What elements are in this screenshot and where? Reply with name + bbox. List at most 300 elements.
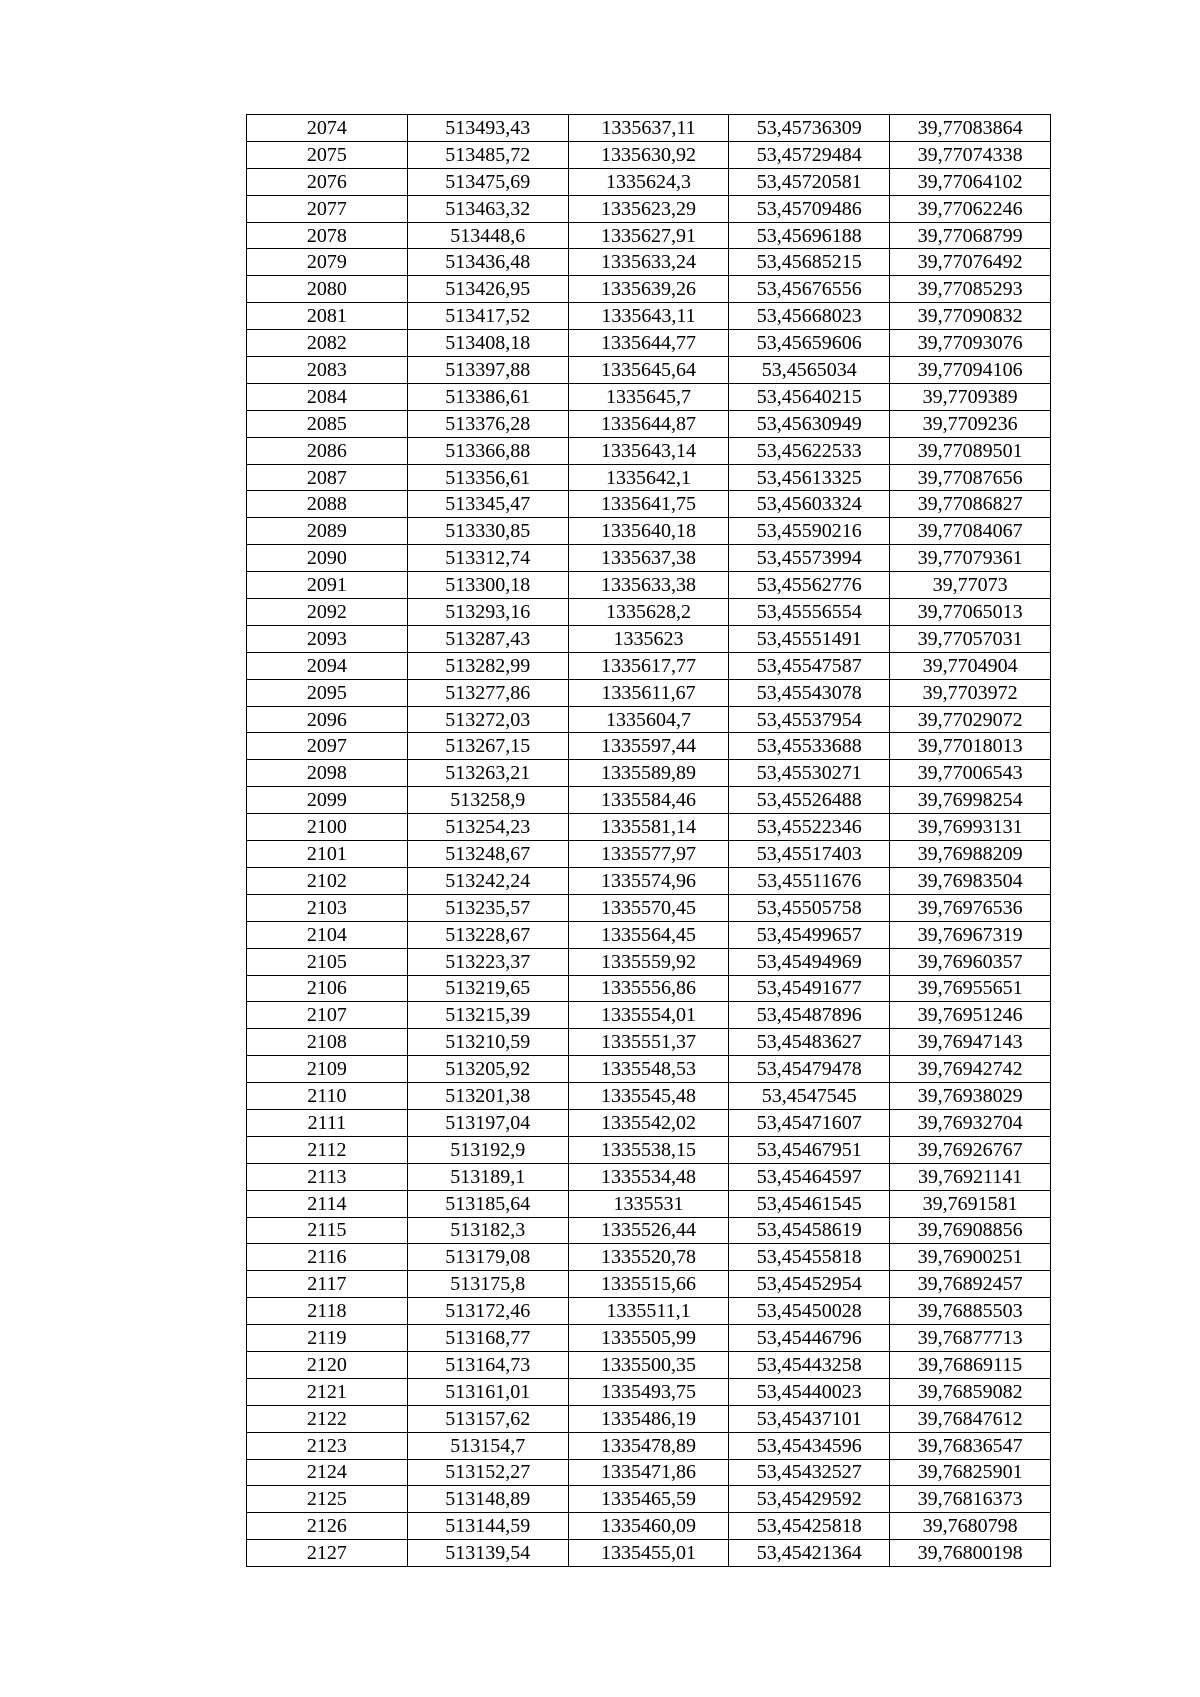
table-row	[247, 1109, 1051, 1136]
x-coordinate-cell: 513312,74	[407, 545, 568, 572]
table-row	[247, 464, 1051, 491]
x-coordinate-cell: 513182,3	[407, 1217, 568, 1244]
point-number-cell: 2112	[247, 1136, 408, 1163]
x-coordinate-cell: 513282,99	[407, 652, 568, 679]
x-coordinate-cell: 513235,57	[407, 894, 568, 921]
point-number-cell: 2120	[247, 1351, 408, 1378]
table-row	[247, 1298, 1051, 1325]
latitude-cell: 53,45659606	[729, 330, 890, 357]
latitude-cell: 53,45720581	[729, 168, 890, 195]
longitude-cell: 39,77062246	[890, 195, 1051, 222]
latitude-cell: 53,45491677	[729, 975, 890, 1002]
latitude-cell: 53,45458619	[729, 1217, 890, 1244]
table-row	[247, 1217, 1051, 1244]
point-number-cell: 2083	[247, 357, 408, 384]
latitude-cell: 53,45696188	[729, 222, 890, 249]
point-number-cell: 2100	[247, 814, 408, 841]
latitude-cell: 53,45446796	[729, 1325, 890, 1352]
latitude-cell: 53,45556554	[729, 599, 890, 626]
latitude-cell: 53,45483627	[729, 1029, 890, 1056]
table-row	[247, 1325, 1051, 1352]
latitude-cell: 53,45443258	[729, 1351, 890, 1378]
table-row	[247, 249, 1051, 276]
x-coordinate-cell: 513397,88	[407, 357, 568, 384]
latitude-cell: 53,45467951	[729, 1136, 890, 1163]
latitude-cell: 53,45630949	[729, 410, 890, 437]
latitude-cell: 53,45517403	[729, 841, 890, 868]
x-coordinate-cell: 513152,27	[407, 1459, 568, 1486]
y-coordinate-cell: 1335597,44	[568, 733, 729, 760]
latitude-cell: 53,45452954	[729, 1271, 890, 1298]
longitude-cell: 39,76967319	[890, 921, 1051, 948]
longitude-cell: 39,77029072	[890, 706, 1051, 733]
x-coordinate-cell: 513189,1	[407, 1163, 568, 1190]
x-coordinate-cell: 513228,67	[407, 921, 568, 948]
latitude-cell: 53,45429592	[729, 1486, 890, 1513]
longitude-cell: 39,76836547	[890, 1432, 1051, 1459]
x-coordinate-cell: 513210,59	[407, 1029, 568, 1056]
point-number-cell: 2089	[247, 518, 408, 545]
latitude-cell: 53,45461545	[729, 1190, 890, 1217]
table-row	[247, 491, 1051, 518]
longitude-cell: 39,77087656	[890, 464, 1051, 491]
x-coordinate-cell: 513436,48	[407, 249, 568, 276]
point-number-cell: 2098	[247, 760, 408, 787]
y-coordinate-cell: 1335455,01	[568, 1540, 729, 1567]
y-coordinate-cell: 1335526,44	[568, 1217, 729, 1244]
latitude-cell: 53,45505758	[729, 894, 890, 921]
x-coordinate-cell: 513139,54	[407, 1540, 568, 1567]
table-row	[247, 948, 1051, 975]
latitude-cell: 53,45437101	[729, 1405, 890, 1432]
x-coordinate-cell: 513242,24	[407, 867, 568, 894]
x-coordinate-cell: 513448,6	[407, 222, 568, 249]
coordinates-table-body	[247, 115, 1051, 1567]
latitude-cell: 53,45622533	[729, 437, 890, 464]
x-coordinate-cell: 513168,77	[407, 1325, 568, 1352]
x-coordinate-cell: 513148,89	[407, 1486, 568, 1513]
longitude-cell: 39,76938029	[890, 1083, 1051, 1110]
latitude-cell: 53,45432527	[729, 1459, 890, 1486]
y-coordinate-cell: 1335478,89	[568, 1432, 729, 1459]
y-coordinate-cell: 1335545,48	[568, 1083, 729, 1110]
y-coordinate-cell: 1335643,14	[568, 437, 729, 464]
table-row	[247, 1378, 1051, 1405]
x-coordinate-cell: 513219,65	[407, 975, 568, 1002]
table-row	[247, 303, 1051, 330]
point-number-cell: 2079	[247, 249, 408, 276]
longitude-cell: 39,77089501	[890, 437, 1051, 464]
y-coordinate-cell: 1335617,77	[568, 652, 729, 679]
longitude-cell: 39,76825901	[890, 1459, 1051, 1486]
longitude-cell: 39,77086827	[890, 491, 1051, 518]
latitude-cell: 53,45603324	[729, 491, 890, 518]
y-coordinate-cell: 1335584,46	[568, 787, 729, 814]
x-coordinate-cell: 513463,32	[407, 195, 568, 222]
longitude-cell: 39,76960357	[890, 948, 1051, 975]
latitude-cell: 53,45499657	[729, 921, 890, 948]
longitude-cell: 39,76900251	[890, 1244, 1051, 1271]
point-number-cell: 2121	[247, 1378, 408, 1405]
coordinates-table	[246, 114, 1051, 1567]
latitude-cell: 53,45464597	[729, 1163, 890, 1190]
y-coordinate-cell: 1335554,01	[568, 1002, 729, 1029]
point-number-cell: 2126	[247, 1513, 408, 1540]
y-coordinate-cell: 1335642,1	[568, 464, 729, 491]
table-row	[247, 383, 1051, 410]
y-coordinate-cell: 1335493,75	[568, 1378, 729, 1405]
latitude-cell: 53,45526488	[729, 787, 890, 814]
x-coordinate-cell: 513293,16	[407, 599, 568, 626]
table-row	[247, 1513, 1051, 1540]
longitude-cell: 39,76998254	[890, 787, 1051, 814]
y-coordinate-cell: 1335644,87	[568, 410, 729, 437]
table-row	[247, 168, 1051, 195]
point-number-cell: 2075	[247, 141, 408, 168]
y-coordinate-cell: 1335623	[568, 625, 729, 652]
point-number-cell: 2094	[247, 652, 408, 679]
table-row	[247, 1056, 1051, 1083]
latitude-cell: 53,45421364	[729, 1540, 890, 1567]
longitude-cell: 39,77065013	[890, 599, 1051, 626]
point-number-cell: 2074	[247, 115, 408, 142]
x-coordinate-cell: 513164,73	[407, 1351, 568, 1378]
latitude-cell: 53,45573994	[729, 545, 890, 572]
y-coordinate-cell: 1335628,2	[568, 599, 729, 626]
longitude-cell: 39,7709389	[890, 383, 1051, 410]
x-coordinate-cell: 513258,9	[407, 787, 568, 814]
longitude-cell: 39,76877713	[890, 1325, 1051, 1352]
x-coordinate-cell: 513386,61	[407, 383, 568, 410]
x-coordinate-cell: 513197,04	[407, 1109, 568, 1136]
latitude-cell: 53,45511676	[729, 867, 890, 894]
x-coordinate-cell: 513175,8	[407, 1271, 568, 1298]
point-number-cell: 2082	[247, 330, 408, 357]
y-coordinate-cell: 1335645,7	[568, 383, 729, 410]
y-coordinate-cell: 1335551,37	[568, 1029, 729, 1056]
table-row	[247, 814, 1051, 841]
longitude-cell: 39,76908856	[890, 1217, 1051, 1244]
longitude-cell: 39,7709236	[890, 410, 1051, 437]
table-row	[247, 706, 1051, 733]
longitude-cell: 39,76926767	[890, 1136, 1051, 1163]
latitude-cell: 53,45425818	[729, 1513, 890, 1540]
y-coordinate-cell: 1335637,11	[568, 115, 729, 142]
point-number-cell: 2091	[247, 572, 408, 599]
x-coordinate-cell: 513248,67	[407, 841, 568, 868]
latitude-cell: 53,45450028	[729, 1298, 890, 1325]
longitude-cell: 39,76976536	[890, 894, 1051, 921]
table-row	[247, 545, 1051, 572]
latitude-cell: 53,45736309	[729, 115, 890, 142]
x-coordinate-cell: 513172,46	[407, 1298, 568, 1325]
latitude-cell: 53,45455818	[729, 1244, 890, 1271]
y-coordinate-cell: 1335460,09	[568, 1513, 729, 1540]
point-number-cell: 2097	[247, 733, 408, 760]
x-coordinate-cell: 513417,52	[407, 303, 568, 330]
table-row	[247, 141, 1051, 168]
latitude-cell: 53,45543078	[729, 679, 890, 706]
latitude-cell: 53,45479478	[729, 1056, 890, 1083]
y-coordinate-cell: 1335570,45	[568, 894, 729, 921]
y-coordinate-cell: 1335556,86	[568, 975, 729, 1002]
x-coordinate-cell: 513330,85	[407, 518, 568, 545]
table-row	[247, 599, 1051, 626]
latitude-cell: 53,45551491	[729, 625, 890, 652]
table-row	[247, 437, 1051, 464]
point-number-cell: 2076	[247, 168, 408, 195]
point-number-cell: 2115	[247, 1217, 408, 1244]
longitude-cell: 39,77084067	[890, 518, 1051, 545]
table-row	[247, 1432, 1051, 1459]
point-number-cell: 2102	[247, 867, 408, 894]
x-coordinate-cell: 513475,69	[407, 168, 568, 195]
longitude-cell: 39,77083864	[890, 115, 1051, 142]
x-coordinate-cell: 513205,92	[407, 1056, 568, 1083]
latitude-cell: 53,45547587	[729, 652, 890, 679]
x-coordinate-cell: 513287,43	[407, 625, 568, 652]
y-coordinate-cell: 1335531	[568, 1190, 729, 1217]
point-number-cell: 2080	[247, 276, 408, 303]
latitude-cell: 53,45590216	[729, 518, 890, 545]
point-number-cell: 2095	[247, 679, 408, 706]
x-coordinate-cell: 513356,61	[407, 464, 568, 491]
point-number-cell: 2084	[247, 383, 408, 410]
longitude-cell: 39,77064102	[890, 168, 1051, 195]
table-row	[247, 1136, 1051, 1163]
table-row	[247, 1486, 1051, 1513]
longitude-cell: 39,76951246	[890, 1002, 1051, 1029]
table-row	[247, 1163, 1051, 1190]
table-row	[247, 410, 1051, 437]
x-coordinate-cell: 513157,62	[407, 1405, 568, 1432]
y-coordinate-cell: 1335486,19	[568, 1405, 729, 1432]
y-coordinate-cell: 1335505,99	[568, 1325, 729, 1352]
longitude-cell: 39,76859082	[890, 1378, 1051, 1405]
point-number-cell: 2107	[247, 1002, 408, 1029]
longitude-cell: 39,7680798	[890, 1513, 1051, 1540]
point-number-cell: 2096	[247, 706, 408, 733]
y-coordinate-cell: 1335471,86	[568, 1459, 729, 1486]
table-row	[247, 572, 1051, 599]
latitude-cell: 53,45487896	[729, 1002, 890, 1029]
y-coordinate-cell: 1335465,59	[568, 1486, 729, 1513]
x-coordinate-cell: 513345,47	[407, 491, 568, 518]
table-row	[247, 276, 1051, 303]
y-coordinate-cell: 1335534,48	[568, 1163, 729, 1190]
point-number-cell: 2122	[247, 1405, 408, 1432]
point-number-cell: 2078	[247, 222, 408, 249]
point-number-cell: 2110	[247, 1083, 408, 1110]
point-number-cell: 2116	[247, 1244, 408, 1271]
longitude-cell: 39,77074338	[890, 141, 1051, 168]
latitude-cell: 53,45440023	[729, 1378, 890, 1405]
longitude-cell: 39,77094106	[890, 357, 1051, 384]
longitude-cell: 39,77090832	[890, 303, 1051, 330]
latitude-cell: 53,4547545	[729, 1083, 890, 1110]
x-coordinate-cell: 513426,95	[407, 276, 568, 303]
x-coordinate-cell: 513267,15	[407, 733, 568, 760]
point-number-cell: 2106	[247, 975, 408, 1002]
longitude-cell: 39,7704904	[890, 652, 1051, 679]
point-number-cell: 2123	[247, 1432, 408, 1459]
longitude-cell: 39,77006543	[890, 760, 1051, 787]
point-number-cell: 2105	[247, 948, 408, 975]
point-number-cell: 2081	[247, 303, 408, 330]
latitude-cell: 53,45533688	[729, 733, 890, 760]
point-number-cell: 2124	[247, 1459, 408, 1486]
point-number-cell: 2104	[247, 921, 408, 948]
longitude-cell: 39,77057031	[890, 625, 1051, 652]
longitude-cell: 39,76816373	[890, 1486, 1051, 1513]
table-row	[247, 195, 1051, 222]
latitude-cell: 53,45471607	[729, 1109, 890, 1136]
point-number-cell: 2127	[247, 1540, 408, 1567]
latitude-cell: 53,45676556	[729, 276, 890, 303]
table-row	[247, 1002, 1051, 1029]
x-coordinate-cell: 513154,7	[407, 1432, 568, 1459]
y-coordinate-cell: 1335581,14	[568, 814, 729, 841]
longitude-cell: 39,76869115	[890, 1351, 1051, 1378]
y-coordinate-cell: 1335542,02	[568, 1109, 729, 1136]
longitude-cell: 39,76800198	[890, 1540, 1051, 1567]
table-row	[247, 1271, 1051, 1298]
table-row	[247, 330, 1051, 357]
table-row	[247, 652, 1051, 679]
y-coordinate-cell: 1335611,67	[568, 679, 729, 706]
y-coordinate-cell: 1335633,24	[568, 249, 729, 276]
x-coordinate-cell: 513366,88	[407, 437, 568, 464]
y-coordinate-cell: 1335515,66	[568, 1271, 729, 1298]
table-row	[247, 1029, 1051, 1056]
point-number-cell: 2125	[247, 1486, 408, 1513]
table-row	[247, 921, 1051, 948]
table-row	[247, 679, 1051, 706]
y-coordinate-cell: 1335500,35	[568, 1351, 729, 1378]
x-coordinate-cell: 513215,39	[407, 1002, 568, 1029]
table-row	[247, 760, 1051, 787]
point-number-cell: 2093	[247, 625, 408, 652]
y-coordinate-cell: 1335520,78	[568, 1244, 729, 1271]
y-coordinate-cell: 1335589,89	[568, 760, 729, 787]
y-coordinate-cell: 1335577,97	[568, 841, 729, 868]
longitude-cell: 39,77093076	[890, 330, 1051, 357]
latitude-cell: 53,45434596	[729, 1432, 890, 1459]
point-number-cell: 2088	[247, 491, 408, 518]
longitude-cell: 39,77076492	[890, 249, 1051, 276]
longitude-cell: 39,76892457	[890, 1271, 1051, 1298]
y-coordinate-cell: 1335633,38	[568, 572, 729, 599]
table-row	[247, 1083, 1051, 1110]
y-coordinate-cell: 1335639,26	[568, 276, 729, 303]
latitude-cell: 53,45562776	[729, 572, 890, 599]
longitude-cell: 39,77068799	[890, 222, 1051, 249]
table-row	[247, 1540, 1051, 1567]
x-coordinate-cell: 513272,03	[407, 706, 568, 733]
x-coordinate-cell: 513192,9	[407, 1136, 568, 1163]
longitude-cell: 39,77018013	[890, 733, 1051, 760]
y-coordinate-cell: 1335538,15	[568, 1136, 729, 1163]
x-coordinate-cell: 513144,59	[407, 1513, 568, 1540]
table-row	[247, 894, 1051, 921]
x-coordinate-cell: 513201,38	[407, 1083, 568, 1110]
y-coordinate-cell: 1335630,92	[568, 141, 729, 168]
x-coordinate-cell: 513300,18	[407, 572, 568, 599]
point-number-cell: 2114	[247, 1190, 408, 1217]
point-number-cell: 2086	[247, 437, 408, 464]
point-number-cell: 2085	[247, 410, 408, 437]
latitude-cell: 53,4565034	[729, 357, 890, 384]
x-coordinate-cell: 513185,64	[407, 1190, 568, 1217]
point-number-cell: 2117	[247, 1271, 408, 1298]
latitude-cell: 53,45537954	[729, 706, 890, 733]
x-coordinate-cell: 513493,43	[407, 115, 568, 142]
longitude-cell: 39,76988209	[890, 841, 1051, 868]
table-row	[247, 1459, 1051, 1486]
table-row	[247, 841, 1051, 868]
x-coordinate-cell: 513179,08	[407, 1244, 568, 1271]
y-coordinate-cell: 1335641,75	[568, 491, 729, 518]
x-coordinate-cell: 513263,21	[407, 760, 568, 787]
longitude-cell: 39,76947143	[890, 1029, 1051, 1056]
y-coordinate-cell: 1335627,91	[568, 222, 729, 249]
longitude-cell: 39,77079361	[890, 545, 1051, 572]
y-coordinate-cell: 1335559,92	[568, 948, 729, 975]
x-coordinate-cell: 513408,18	[407, 330, 568, 357]
point-number-cell: 2108	[247, 1029, 408, 1056]
y-coordinate-cell: 1335644,77	[568, 330, 729, 357]
longitude-cell: 39,76955651	[890, 975, 1051, 1002]
x-coordinate-cell: 513161,01	[407, 1378, 568, 1405]
point-number-cell: 2087	[247, 464, 408, 491]
table-row	[247, 222, 1051, 249]
table-row	[247, 733, 1051, 760]
x-coordinate-cell: 513254,23	[407, 814, 568, 841]
table-row	[247, 867, 1051, 894]
latitude-cell: 53,45729484	[729, 141, 890, 168]
point-number-cell: 2077	[247, 195, 408, 222]
longitude-cell: 39,76932704	[890, 1109, 1051, 1136]
latitude-cell: 53,45709486	[729, 195, 890, 222]
y-coordinate-cell: 1335640,18	[568, 518, 729, 545]
longitude-cell: 39,76885503	[890, 1298, 1051, 1325]
longitude-cell: 39,76983504	[890, 867, 1051, 894]
y-coordinate-cell: 1335548,53	[568, 1056, 729, 1083]
table-row	[247, 975, 1051, 1002]
longitude-cell: 39,76847612	[890, 1405, 1051, 1432]
table-row	[247, 1405, 1051, 1432]
point-number-cell: 2111	[247, 1109, 408, 1136]
table-row	[247, 1244, 1051, 1271]
latitude-cell: 53,45668023	[729, 303, 890, 330]
point-number-cell: 2119	[247, 1325, 408, 1352]
y-coordinate-cell: 1335623,29	[568, 195, 729, 222]
table-row	[247, 518, 1051, 545]
table-row	[247, 357, 1051, 384]
point-number-cell: 2109	[247, 1056, 408, 1083]
longitude-cell: 39,7703972	[890, 679, 1051, 706]
latitude-cell: 53,45522346	[729, 814, 890, 841]
x-coordinate-cell: 513223,37	[407, 948, 568, 975]
longitude-cell: 39,7691581	[890, 1190, 1051, 1217]
y-coordinate-cell: 1335624,3	[568, 168, 729, 195]
table-row	[247, 1351, 1051, 1378]
latitude-cell: 53,45613325	[729, 464, 890, 491]
latitude-cell: 53,45494969	[729, 948, 890, 975]
table-row	[247, 625, 1051, 652]
x-coordinate-cell: 513485,72	[407, 141, 568, 168]
point-number-cell: 2099	[247, 787, 408, 814]
